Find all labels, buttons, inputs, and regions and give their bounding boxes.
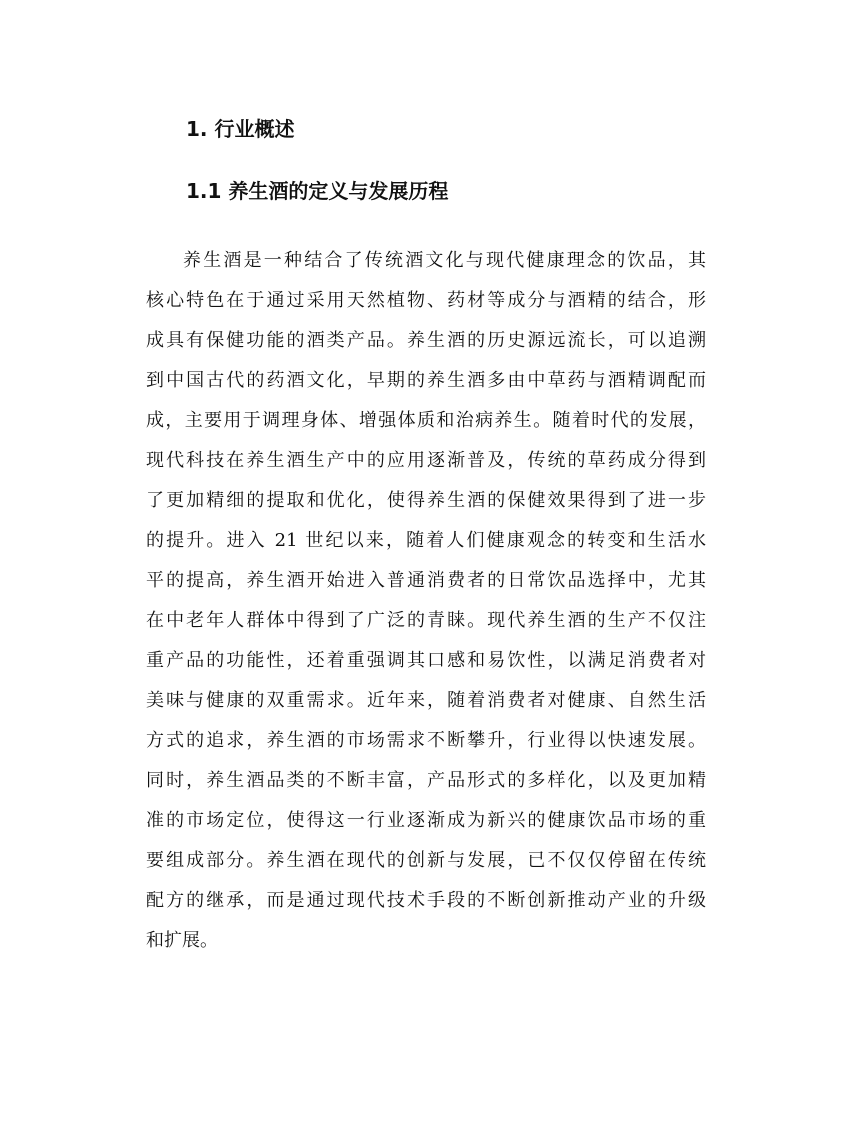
paragraph-line: 同时，养生酒品类的不断丰富，产品形式的多样化，以及更加精: [146, 770, 706, 791]
subsection-heading: 1.1 养生酒的定义与发展历程: [186, 179, 449, 203]
paragraph-line: 要组成部分。养生酒在现代的创新与发展，已不仅仅停留在传统: [146, 850, 706, 871]
paragraph-line: 准的市场定位，使得这一行业逐渐成为新兴的健康饮品市场的重: [146, 810, 706, 831]
paragraph-line: 配方的继承，而是通过现代技术手段的不断创新推动产业的升级: [146, 890, 706, 911]
paragraph-line: 和扩展。: [146, 930, 218, 951]
paragraph-line: 重产品的功能性，还着重强调其口感和易饮性，以满足消费者对: [146, 650, 706, 671]
paragraph-line: 方式的追求，养生酒的市场需求不断攀升，行业得以快速发展。: [146, 730, 706, 751]
paragraph-line: 现代科技在养生酒生产中的应用逐渐普及，传统的草药成分得到: [146, 450, 706, 471]
paragraph-line: 美味与健康的双重需求。近年来，随着消费者对健康、自然生活: [146, 690, 706, 711]
paragraph-line: 核心特色在于通过采用天然植物、药材等成分与酒精的结合，形: [146, 290, 706, 311]
paragraph-line: 平的提高，养生酒开始进入普通消费者的日常饮品选择中，尤其: [146, 570, 706, 591]
section-heading: 1. 行业概述: [186, 117, 295, 141]
paragraph-line: 成，主要用于调理身体、增强体质和治病养生。随着时代的发展，: [146, 410, 706, 431]
paragraph-line: 到中国古代的药酒文化，早期的养生酒多由中草药与酒精调配而: [146, 370, 706, 391]
paragraph-line: 养生酒是一种结合了传统酒文化与现代健康理念的饮品，其: [183, 250, 706, 271]
body-paragraph: [146, 241, 706, 961]
paragraph-line: 在中老年人群体中得到了广泛的青睐。现代养生酒的生产不仅注: [146, 610, 706, 631]
paragraph-line: 的提升。进入 21 世纪以来，随着人们健康观念的转变和生活水: [146, 530, 706, 551]
paragraph-line: 了更加精细的提取和优化，使得养生酒的保健效果得到了进一步: [146, 490, 706, 511]
paragraph-line: 成具有保健功能的酒类产品。养生酒的历史源远流长，可以追溯: [146, 330, 706, 351]
